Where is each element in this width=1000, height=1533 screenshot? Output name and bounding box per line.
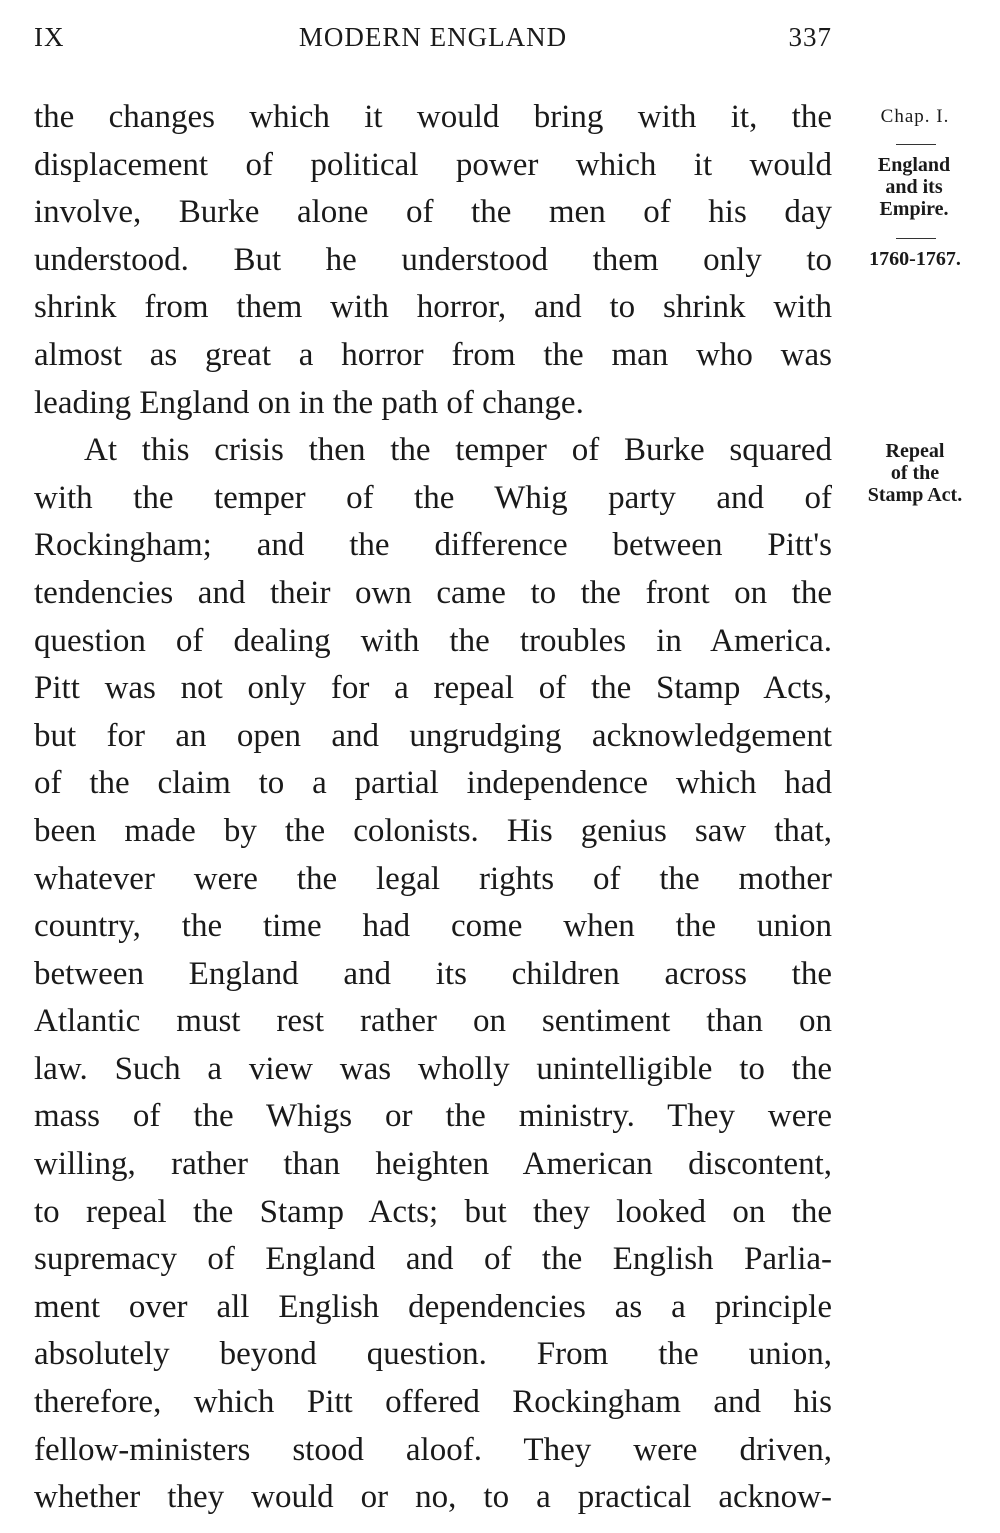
- text-line: law. Such a view was wholly unintelligible to the: [34, 1050, 832, 1087]
- sidenote-years: 1760-1767.: [869, 248, 961, 270]
- sidenote-line: of the: [890, 462, 940, 484]
- text-line: therefore, which Pitt offered Rockingham and his: [34, 1384, 832, 1421]
- running-header: [34, 22, 832, 62]
- text-line: been made by the colonists. His genius saw that,: [34, 812, 832, 849]
- text-line: tendencies and their own came to the front on the: [34, 574, 832, 611]
- text-line: of the claim to a partial independence which had: [34, 765, 832, 802]
- text-line: At this crisis then the temper of Burke squared: [84, 432, 832, 469]
- text-line: almost as great a horror from the man who was: [34, 336, 832, 373]
- text-line: question of dealing with the troubles in America.: [34, 622, 832, 659]
- sidenote-line: and its: [885, 176, 943, 198]
- sidenote-divider: [896, 144, 936, 145]
- text-line: but for an open and ungrudging acknowledgement: [34, 717, 832, 754]
- text-line: Atlantic must rest rather on sentiment than on: [34, 1003, 832, 1040]
- sidenote-line: Empire.: [879, 198, 949, 220]
- text-line: whatever were the legal rights of the mother: [34, 860, 832, 897]
- text-line: supremacy of England and of the English Parlia-: [34, 1241, 832, 1278]
- text-line: fellow-ministers stood aloof. They were driven,: [34, 1431, 832, 1468]
- text-line: Rockingham; and the difference between Pitt's: [34, 527, 832, 564]
- text-line: involve, Burke alone of the men of his day: [34, 194, 832, 231]
- body-text: [34, 94, 832, 1522]
- sidenote-line: England: [877, 154, 951, 176]
- running-title: MODERN ENGLAND: [298, 22, 568, 52]
- page-number: 337: [788, 22, 832, 52]
- text-line: country, the time had come when the union: [34, 908, 832, 945]
- sidenote-repeal-stamp-act: [852, 440, 978, 506]
- text-line: willing, rather than heighten American discontent,: [34, 1146, 832, 1183]
- text-line: between England and its children across the: [34, 955, 832, 992]
- sidenote-chapter: Chap. I.: [880, 106, 950, 127]
- text-line: whether they would or no, to a practical acknow-: [34, 1479, 832, 1516]
- text-line: shrink from them with horror, and to shrink with: [34, 289, 832, 326]
- text-line: to repeal the Stamp Acts; but they looked on the: [34, 1193, 832, 1230]
- text-line: absolutely beyond question. From the union,: [34, 1336, 832, 1373]
- sidenote-line: Repeal: [885, 440, 945, 462]
- sidenote-divider: [896, 238, 936, 239]
- text-line: with the temper of the Whig party and of: [34, 479, 832, 516]
- chapter-number: IX: [34, 22, 65, 52]
- text-line: the changes which it would bring with it, the: [34, 99, 832, 135]
- text-line: understood. But he understood them only to: [34, 241, 832, 278]
- text-line: Pitt was not only for a repeal of the Stamp Acts,: [34, 670, 832, 707]
- text-line: leading England on in the path of change.: [34, 384, 584, 421]
- sidenote-line: Stamp Act.: [867, 484, 963, 506]
- text-line: ment over all English dependencies as a principle: [34, 1288, 832, 1325]
- text-line: mass of the Whigs or the ministry. They were: [34, 1098, 832, 1135]
- text-line: displacement of political power which it would: [34, 146, 832, 183]
- sidenote-england-empire: [858, 154, 970, 220]
